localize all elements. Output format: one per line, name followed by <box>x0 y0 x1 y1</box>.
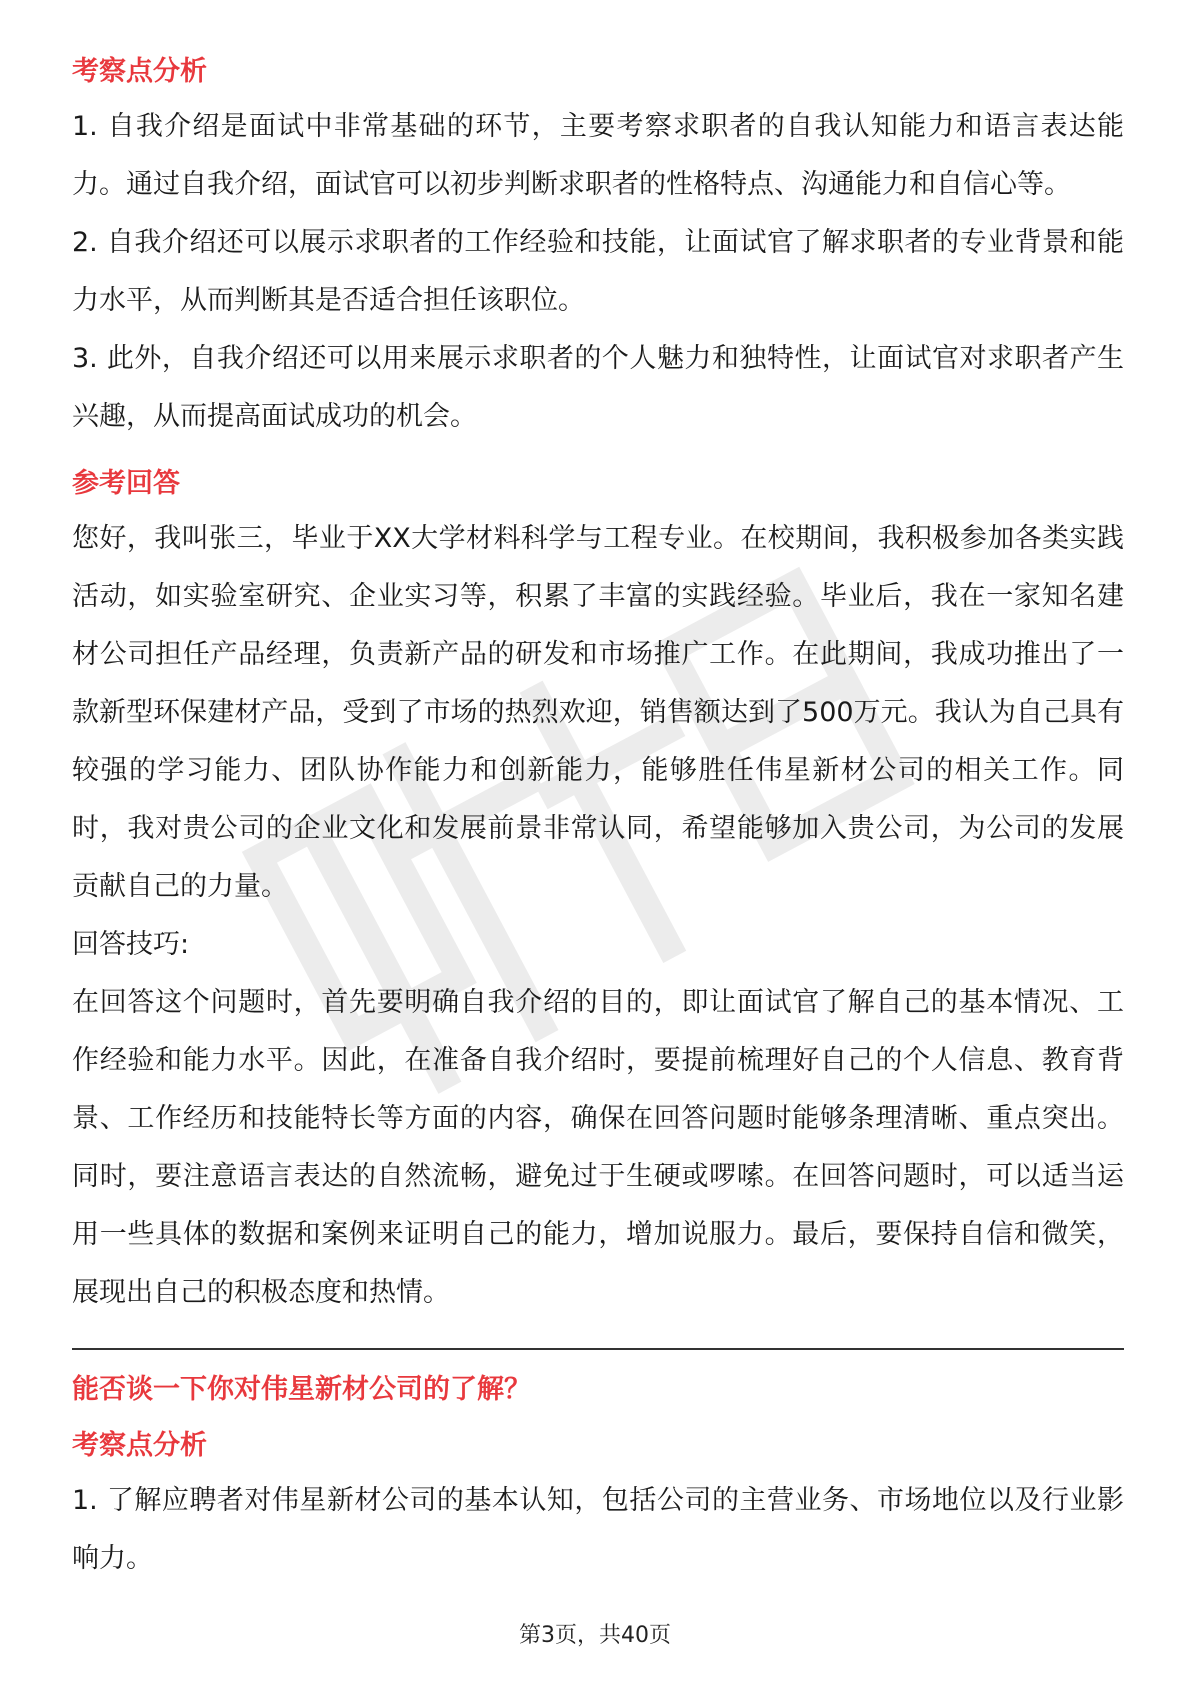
analysis-item-3: 3. 此外，自我介绍还可以用来展示求职者的个人魅力和独特性，让面试官对求职者产生兴趣，从而提高面试成功的机会。 <box>72 343 1124 432</box>
question-title: 能否谈一下你对伟星新材公司的了解？ <box>72 1374 531 1405</box>
analysis-heading: 考察点分析 <box>72 56 207 87</box>
analysis-item-1: 1. 自我介绍是面试中非常基础的环节，主要考察求职者的自我认知能力和语言表达能力。通过自我介绍，面试官可以初步判断求职者的性格特点、沟通能力和自信心等。 <box>72 111 1124 200</box>
analysis-item-2-1: 1. 了解应聘者对伟星新材公司的基本认知，包括公司的主营业务、市场地位以及行业影响力。 <box>72 1485 1124 1574</box>
answer-text: 您好，我叫张三，毕业于XX大学材料科学与工程专业。在校期间，我积极参加各类实践活动，如实验室研究、企业实习等，积累了丰富的实践经验。毕业后，我在一家知名建材公司担任产品经理，负责新产品的研发和市场推广工作。在此期间，我成功推出了一款新型环保建材产品，受到了市场的热烈欢迎，销售额达到了500万元。我认为自己具有较强的学习能力、团队协作能力和创新能力，能够胜任伟星新材公司的相关工作。同时，我对贵公司的企业文化和发展前景非常认同，希望能够加入贵公司，为公司的发展贡献自己的力量。 <box>72 523 1124 902</box>
analysis-item-2: 2. 自我介绍还可以展示求职者的工作经验和技能，让面试官了解求职者的专业背景和能力水平，从而判断其是否适合担任该职位。 <box>72 227 1124 316</box>
answer-heading: 参考回答 <box>72 468 180 499</box>
tips-label: 回答技巧: <box>72 929 190 960</box>
analysis-heading-2: 考察点分析 <box>72 1430 207 1461</box>
section-divider <box>72 1348 1124 1350</box>
tips-text: 在回答这个问题时，首先要明确自我介绍的目的，即让面试官了解自己的基本情况、工作经验和能力水平。因此，在准备自我介绍时，要提前梳理好自己的个人信息、教育背景、工作经历和技能特长等方面的内容，确保在回答问题时能够条理清晰、重点突出。同时，要注意语言表达的自然流畅，避免过于生硬或啰嗦。在回答问题时，可以适当运用一些具体的数据和案例来证明自己的能力，增加说服力。最后，要保持自信和微笑，展现出自己的积极态度和热情。 <box>72 987 1124 1308</box>
section-gap <box>72 446 1124 460</box>
document-page <box>72 48 1124 1588</box>
page-number: 第3页，共40页 <box>519 1623 671 1648</box>
